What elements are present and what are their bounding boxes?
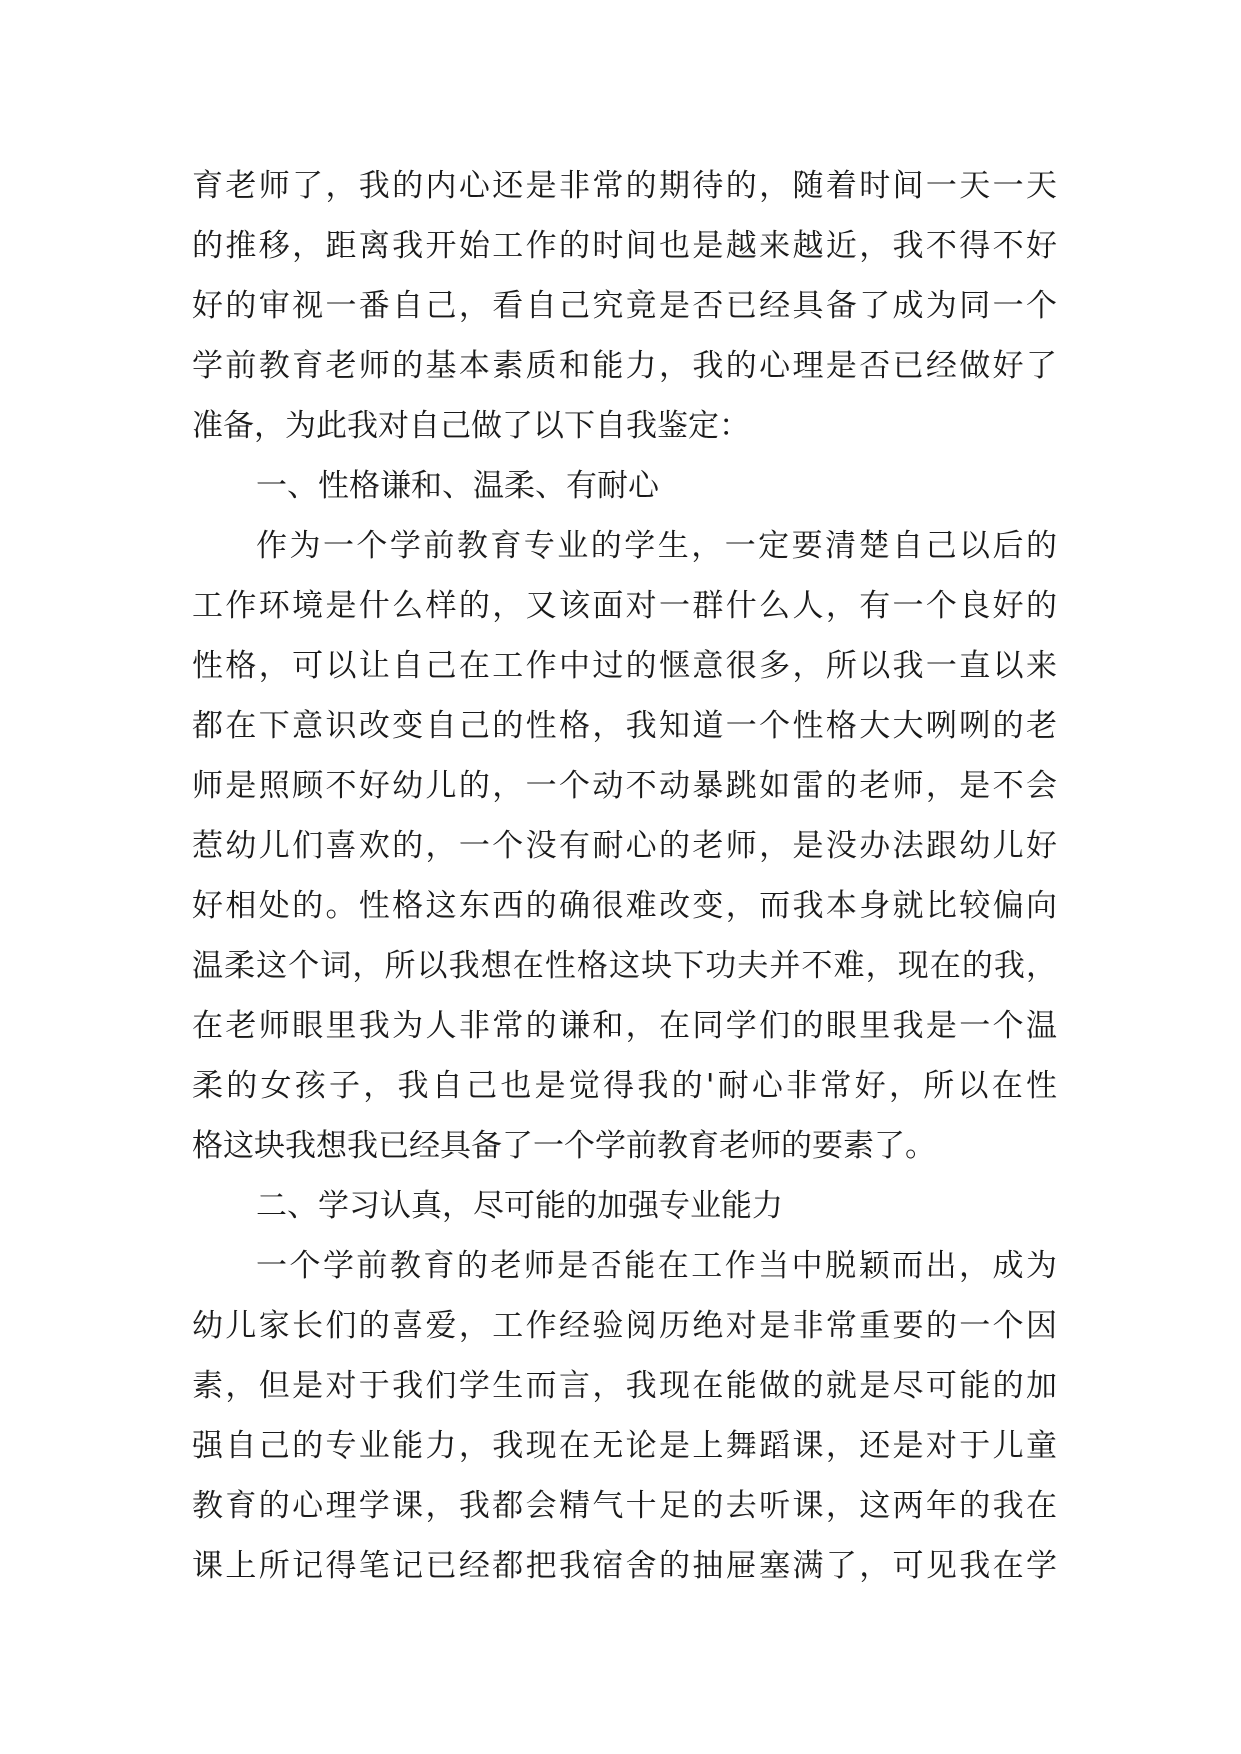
text-line: 教育的心理学课，我都会精气十足的去听课，这两年的我在 [192, 1488, 1057, 1524]
document-body [192, 156, 1057, 1596]
text-line: 工作环境是什么样的，又该面对一群什么人，有一个良好的 [192, 588, 1057, 624]
text-line: 好的审视一番自己，看自己究竟是否已经具备了成为同一个 [192, 288, 1057, 324]
section-heading: 一、性格谦和、温柔、有耐心 [256, 468, 659, 504]
text-line: 温柔这个词，所以我想在性格这块下功夫并不难，现在的我， [192, 948, 1057, 984]
text-line: 的推移，距离我开始工作的时间也是越来越近，我不得不好 [192, 228, 1057, 264]
text-line: 好相处的。性格这东西的确很难改变，而我本身就比较偏向 [192, 888, 1057, 924]
text-line: 育老师了，我的内心还是非常的期待的，随着时间一天一天 [192, 168, 1057, 204]
text-line: 一个学前教育的老师是否能在工作当中脱颖而出，成为 [256, 1248, 1057, 1284]
text-line: 都在下意识改变自己的性格，我知道一个性格大大咧咧的老 [192, 708, 1057, 744]
text-line: 在老师眼里我为人非常的谦和，在同学们的眼里我是一个温 [192, 1008, 1057, 1044]
text-line: 强自己的专业能力，我现在无论是上舞蹈课，还是对于儿童 [192, 1428, 1057, 1464]
text-line: 师是照顾不好幼儿的，一个动不动暴跳如雷的老师，是不会 [192, 768, 1057, 804]
text-line: 性格，可以让自己在工作中过的惬意很多，所以我一直以来 [192, 648, 1057, 684]
text-line: 幼儿家长们的喜爱，工作经验阅历绝对是非常重要的一个因 [192, 1308, 1057, 1344]
text-line: 柔的女孩子，我自己也是觉得我的'耐心非常好，所以在性 [192, 1068, 1057, 1104]
text-line: 课上所记得笔记已经都把我宿舍的抽屉塞满了，可见我在学 [192, 1548, 1057, 1584]
text-line: 素，但是对于我们学生而言，我现在能做的就是尽可能的加 [192, 1368, 1057, 1404]
text-line: 作为一个学前教育专业的学生，一定要清楚自己以后的 [256, 528, 1057, 564]
section-heading: 二、学习认真，尽可能的加强专业能力 [256, 1188, 783, 1224]
text-line: 学前教育老师的基本素质和能力，我的心理是否已经做好了 [192, 348, 1057, 384]
text-line: 惹幼儿们喜欢的，一个没有耐心的老师，是没办法跟幼儿好 [192, 828, 1057, 864]
text-line: 格这块我想我已经具备了一个学前教育老师的要素了。 [192, 1128, 936, 1164]
text-line: 准备，为此我对自己做了以下自我鉴定： [192, 408, 750, 444]
